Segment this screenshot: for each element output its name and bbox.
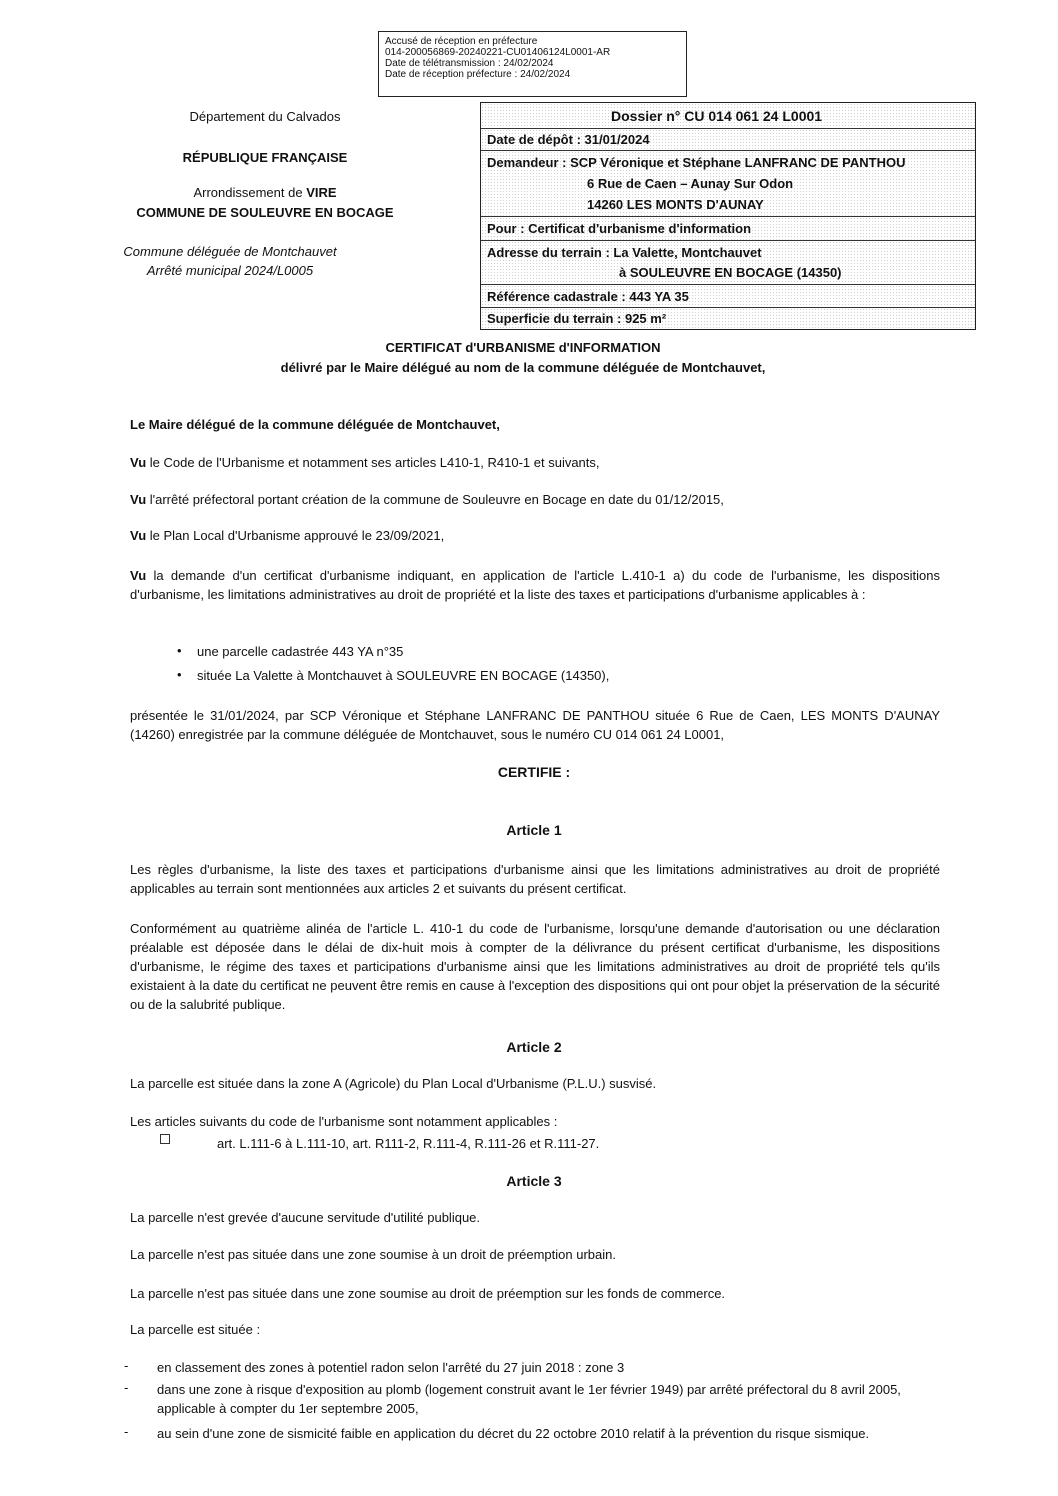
article-1-heading: Article 1 — [506, 822, 562, 838]
dossier-row-reference — [481, 285, 975, 308]
dossier-row-numero — [481, 103, 975, 129]
dossier-box — [480, 102, 976, 330]
article-2-heading: Article 2 — [506, 1039, 562, 1055]
dash-1: - — [124, 1358, 129, 1373]
certificate-title: CERTIFICAT d'URBANISME d'INFORMATION — [385, 340, 661, 355]
article-3-item-3: au sein d'une zone de sismicité faible en application du décret du 22 octobre 2010 relatif à la prévention du risque sismique. — [157, 1426, 870, 1441]
arrondissement — [130, 183, 400, 203]
vu-text: le Plan Local d'Urbanisme approuvé le 23/09/2021, — [146, 528, 445, 543]
vu-text: l'arrêté préfectoral portant création de la commune de Souleuvre en Bocage en date du 01/12/2015, — [146, 492, 724, 507]
superficie: Superficie du terrain : 925 m² — [487, 311, 667, 326]
vu-lead: Vu — [130, 568, 147, 583]
vu-lead: Vu — [130, 528, 147, 543]
stamp-line-4: Date de réception préfecture : 24/02/2024 — [385, 69, 571, 80]
article-3-paragraph-2: La parcelle n'est pas située dans une zone soumise à un droit de préemption urbain. — [130, 1247, 616, 1262]
maire-delegue: Le Maire délégué de la commune déléguée de Montchauvet, — [130, 417, 500, 432]
bullet-dot-1: • — [177, 643, 182, 658]
article-1-paragraph-1: Les règles d'urbanisme, la liste des taxes et participations d'urbanisme ainsi que les limitations administratives au droit de propriété applicables au terrain sont mentionnées aux articles 2 et suivants du présent certificat. — [130, 862, 940, 896]
article-2-item: art. L.111-6 à L.111-10, art. R111-2, R.111-4, R.111-26 et R.111-27. — [217, 1136, 600, 1151]
bullet-parcelle: une parcelle cadastrée 443 YA n°35 — [197, 644, 404, 659]
dossier-row-date — [481, 129, 975, 151]
article-3-paragraph-4: La parcelle est située : — [130, 1322, 261, 1337]
dossier-row-pour — [481, 217, 975, 241]
vu-arrete-prefectoral — [130, 490, 940, 509]
article-3-item-2: dans une zone à risque d'exposition au plomb (logement construit avant le 1er février 1949) par arrêté préfectoral du 8 avril 2005, applicable à compter du 1er septembre 2005, — [157, 1382, 901, 1416]
departement: Département du Calvados — [189, 109, 341, 124]
demandeur-line-1: Demandeur : SCP Véronique et Stéphane LANFRANC DE PANTHOU — [487, 155, 906, 170]
vu-text: la demande d'un certificat d'urbanisme indiquant, en application de l'article L.410-1 a) du code de l'urbanisme, les dispositions d'urbanisme, les limitations administratives au droit de propriété et la liste des taxes et participations d'urbanisme applicables à : — [130, 568, 940, 602]
vu-plu — [130, 526, 940, 545]
pour: Pour : Certificat d'urbanisme d'information — [487, 221, 752, 236]
article-2-paragraph-2: Les articles suivants du code de l'urbanisme sont notamment applicables : — [130, 1114, 558, 1129]
certificate-subtitle: délivré par le Maire délégué au nom de la commune déléguée de Montchauvet, — [280, 360, 766, 375]
dossier-row-superficie — [481, 308, 975, 329]
stamp-line-2: 014-200056869-20240221-CU01406124L0001-AR — [385, 47, 611, 58]
prefecture-stamp — [378, 31, 687, 97]
demandeur-line-3: 14260 LES MONTS D'AUNAY — [587, 197, 764, 212]
adresse-line-2: à SOULEUVRE EN BOCAGE (14350) — [619, 265, 842, 280]
dossier-row-adresse — [481, 241, 975, 285]
article-3-paragraph-3: La parcelle n'est pas située dans une zone soumise au droit de préemption sur les fonds de commerce. — [130, 1286, 726, 1301]
republique: RÉPUBLIQUE FRANÇAISE — [182, 150, 348, 165]
dossier-row-demandeur — [481, 151, 975, 217]
bullet-dot-2: • — [177, 667, 182, 682]
article-3-item-1: en classement des zones à potentiel radon selon l'arrêté du 27 juin 2018 : zone 3 — [157, 1360, 625, 1375]
commune-deleguee: Commune déléguée de Montchauvet — [123, 244, 337, 259]
article-2-paragraph-1: La parcelle est située dans la zone A (Agricole) du Plan Local d'Urbanisme (P.L.U.) susvisé. — [130, 1076, 657, 1091]
commune: COMMUNE DE SOULEUVRE EN BOCAGE — [136, 205, 394, 220]
article-3-paragraph-1: La parcelle n'est grevée d'aucune servitude d'utilité publique. — [130, 1210, 481, 1225]
arrete-municipal: Arrêté municipal 2024/L0005 — [146, 263, 314, 278]
stamp-line-1: Accusé de réception en préfecture — [385, 36, 538, 47]
adresse-line-1: Adresse du terrain : La Valette, Montchauvet — [487, 245, 762, 260]
dossier-numero: Dossier n° CU 014 061 24 L0001 — [611, 108, 823, 124]
article-1-paragraph-2: Conformément au quatrième alinéa de l'article L. 410-1 du code de l'urbanisme, lorsqu'une demande d'autorisation ou une déclaration préalable est déposée dans le délai de dix-huit mois à compter de la délivrance du présent certificat d'urbanisme, les dispositions d'urbanisme, le régime des taxes et participations d'urbanisme ainsi que les limitations administratives au droit de propriété tels qu'ils existaient à la date du certificat ne peuvent être remis en cause à l'exception des dispositions qui ont pour objet la préservation de la sécurité ou de la salubrité publique. — [130, 921, 940, 1012]
date-depot: Date de dépôt : 31/01/2024 — [487, 132, 650, 147]
arrondissement-name: VIRE — [306, 185, 337, 200]
presentee: présentée le 31/01/2024, par SCP Véronique et Stéphane LANFRANC DE PANTHOU située 6 Rue de Caen, LES MONTS D'AUNAY (14260) enregistrée par la commune déléguée de Montchauvet, sous le numéro CU 014 061 24 L0001, — [130, 708, 940, 742]
certifie: CERTIFIE : — [497, 764, 571, 780]
dash-2: - — [124, 1380, 129, 1395]
vu-demande — [130, 566, 940, 604]
stamp-line-3: Date de télétransmission : 24/02/2024 — [385, 58, 554, 69]
vu-lead: Vu — [130, 492, 147, 507]
article-3-heading: Article 3 — [506, 1173, 562, 1189]
vu-code-urbanisme — [130, 453, 940, 472]
arrondissement-prefix: Arrondissement de — [193, 185, 307, 200]
dash-3: - — [124, 1424, 129, 1439]
bullet-situee: située La Valette à Montchauvet à SOULEUVRE EN BOCAGE (14350), — [197, 668, 610, 683]
reference-cadastrale: Référence cadastrale : 443 YA 35 — [487, 289, 689, 304]
checkbox-icon — [160, 1134, 170, 1144]
demandeur-line-2: 6 Rue de Caen – Aunay Sur Odon — [587, 176, 794, 191]
vu-lead: Vu — [130, 455, 147, 470]
vu-text: le Code de l'Urbanisme et notamment ses articles L410-1, R410-1 et suivants, — [146, 455, 600, 470]
